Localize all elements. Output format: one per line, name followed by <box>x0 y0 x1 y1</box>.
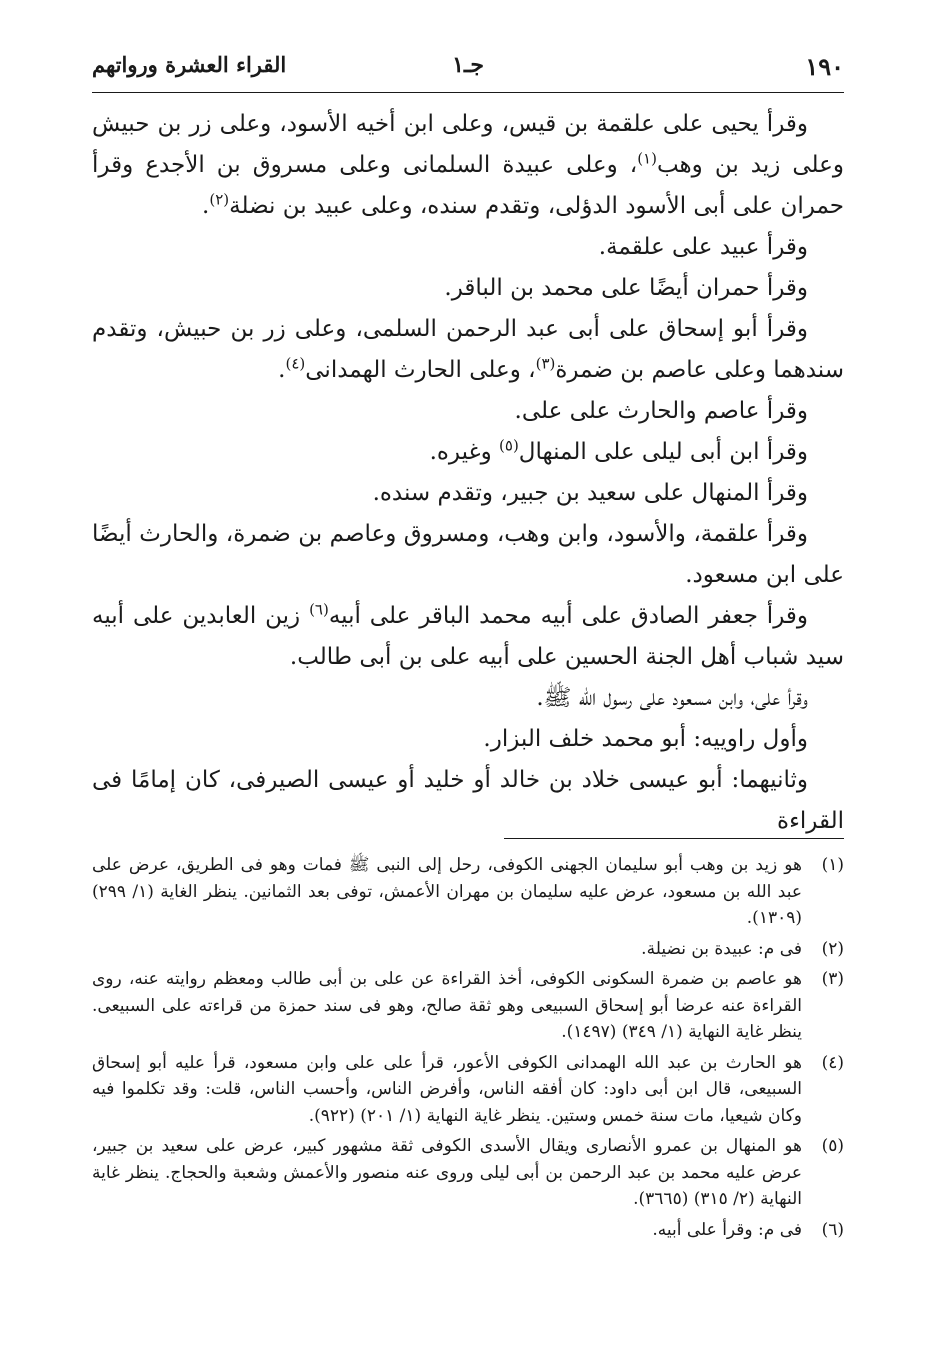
footnotes <box>92 852 844 1247</box>
paragraph-text: وغيره. <box>429 439 500 465</box>
footnote-text: فى م: عبيدة بن نضيلة. <box>641 938 802 959</box>
footnote-ref: (١) <box>637 149 657 168</box>
page-number: ١٩٠ <box>805 52 844 81</box>
paragraph-text: وقرأ جعفر الصادق على أبيه محمد الباقر على أبيه <box>328 603 808 629</box>
footnote-ref: (٢) <box>209 190 230 209</box>
footnote-text: هو المنهال بن عمرو الأنصارى ويقال الأسدى الكوفى ثقة مشهور كبير، عرض على سعيد بن جبير، عرض عليه محمد بن عبد الرحمن بن أبى ليلى وروى عنه منصور والأعمش وشعبة والحجاج. ينظر غاية النهاية (٢/ ٣١٥) (٣٦٦٥). <box>92 1136 802 1209</box>
footnote-number: (٤) <box>821 1052 844 1073</box>
paragraph-text: . <box>278 357 286 383</box>
paragraph: وقرأ حمران أيضًا على محمد بن الباقر. <box>444 275 808 301</box>
footnote-text: فى م: وقرأ على أبيه. <box>652 1219 802 1240</box>
paragraph-text: وقرأ ابن أبى ليلى على المنهال <box>518 439 808 465</box>
paragraph-text: وقرأ يحيى على علقمة بن قيس، وعلى ابن أخيه الأسود، وعلى زر بن حبيش وعلى زيد بن وهب <box>92 111 845 178</box>
paragraph <box>92 309 844 391</box>
book-title: القراء العشرة ورواتهم <box>92 52 287 77</box>
paragraph-text: ، وعلى الحارث الهمدانى <box>305 357 536 383</box>
paragraph: وقرأ على، وابن مسعود على رسول الله ﷺ. <box>536 685 808 711</box>
paragraph <box>92 432 844 473</box>
footnote-number: (٦) <box>821 1219 844 1240</box>
paragraph-text: وقرأ أبو إسحاق على أبى عبد الرحمن السلمى، وعلى زر بن حبيش، وتقدم سندهما وعلى عاصم بن ضمرة <box>92 316 844 383</box>
main-text <box>92 104 844 842</box>
footnote-ref: (٦) <box>309 600 329 619</box>
paragraph: وثانيهما: أبو عيسى خلاد بن خالد أو خليد أو عيسى الصيرفى، كان إمامًا فى القراءة <box>92 767 844 834</box>
header-rule <box>92 92 844 93</box>
paragraph-text: . <box>202 193 210 219</box>
footnote <box>92 1133 844 1213</box>
footnote-text: هو زيد بن وهب أبو سليمان الجهنى الكوفى، رحل إلى النبى ﷺ فمات وهو فى الطريق، عرض على عبد الله بن مسعود، عرض عليه سليمان بن مهران الأعمش، توفى بعد الثمانين. ينظر الغاية (١/ ٢٩٩) (١٣٠٩). <box>92 855 802 928</box>
volume-label: جـ١ <box>452 52 484 78</box>
paragraph: وقرأ علقمة، والأسود، وابن وهب، ومسروق وعاصم بن ضمرة، والحارث أيضًا على ابن مسعود. <box>92 521 844 588</box>
paragraph <box>92 596 844 678</box>
footnote-number: (١) <box>821 855 844 875</box>
footnote-number: (٣) <box>821 969 844 989</box>
footnote <box>92 936 844 963</box>
footnote-ref: (٣) <box>535 354 556 373</box>
footnote <box>92 852 844 932</box>
paragraph: وقرأ المنهال على سعيد بن جبير، وتقدم سنده. <box>372 480 808 506</box>
footnote-text: هو عاصم بن ضمرة السكونى الكوفى، أخذ القراءة عن على بن أبى طالب ومعظم روايته عنه، روى القراءة عنه عرضا أبو إسحاق السبيعى وهو ثقة صالح، وهو فى سند حمزة من قراءته على السبيعى. ينظر غاية النهاية (١/ ٣٤٩) (١٤٩٧). <box>92 969 802 1042</box>
footnote-number: (٢) <box>821 938 844 959</box>
footnote-ref: (٤) <box>285 354 306 373</box>
footnote-separator <box>504 838 844 839</box>
paragraph <box>92 104 844 227</box>
footnote <box>92 1050 844 1130</box>
footnote-text: هو الحارث بن عبد الله الهمدانى الكوفى الأعور، قرأ على على وابن مسعود، قرأ عليه أبو إسحاق السبيعى، قال ابن أبى داود: كان أفقه الناس، وأفرض الناس، وأحسب الناس، قلت: وقد تكلموا فيه وكان شيعيا، مات سنة خمس وستين. ينظر غاية النهاية (١/ ٢٠١) (٩٢٢). <box>92 1052 802 1126</box>
running-header <box>92 52 844 92</box>
paragraph-text: زين العابدين على أبيه سيد شباب أهل الجنة الحسين على أبيه على بن أبى طالب. <box>92 603 844 670</box>
paragraph: وأول راوييه: أبو محمد خلف البزار. <box>483 726 808 752</box>
footnote <box>92 1217 844 1244</box>
footnote-ref: (٥) <box>499 436 519 455</box>
footnote-number: (٥) <box>821 1136 844 1156</box>
paragraph: وقرأ عاصم والحارث على على. <box>514 398 808 424</box>
paragraph: وقرأ عبيد على علقمة. <box>598 234 808 260</box>
footnote <box>92 966 844 1046</box>
paragraph-text: ، وعلى عبيدة السلمانى وعلى مسروق بن الأجدع وقرأ حمران على أبى الأسود الدؤلى، وتقدم سنده، وعلى عبيد بن نضلة <box>92 152 844 219</box>
